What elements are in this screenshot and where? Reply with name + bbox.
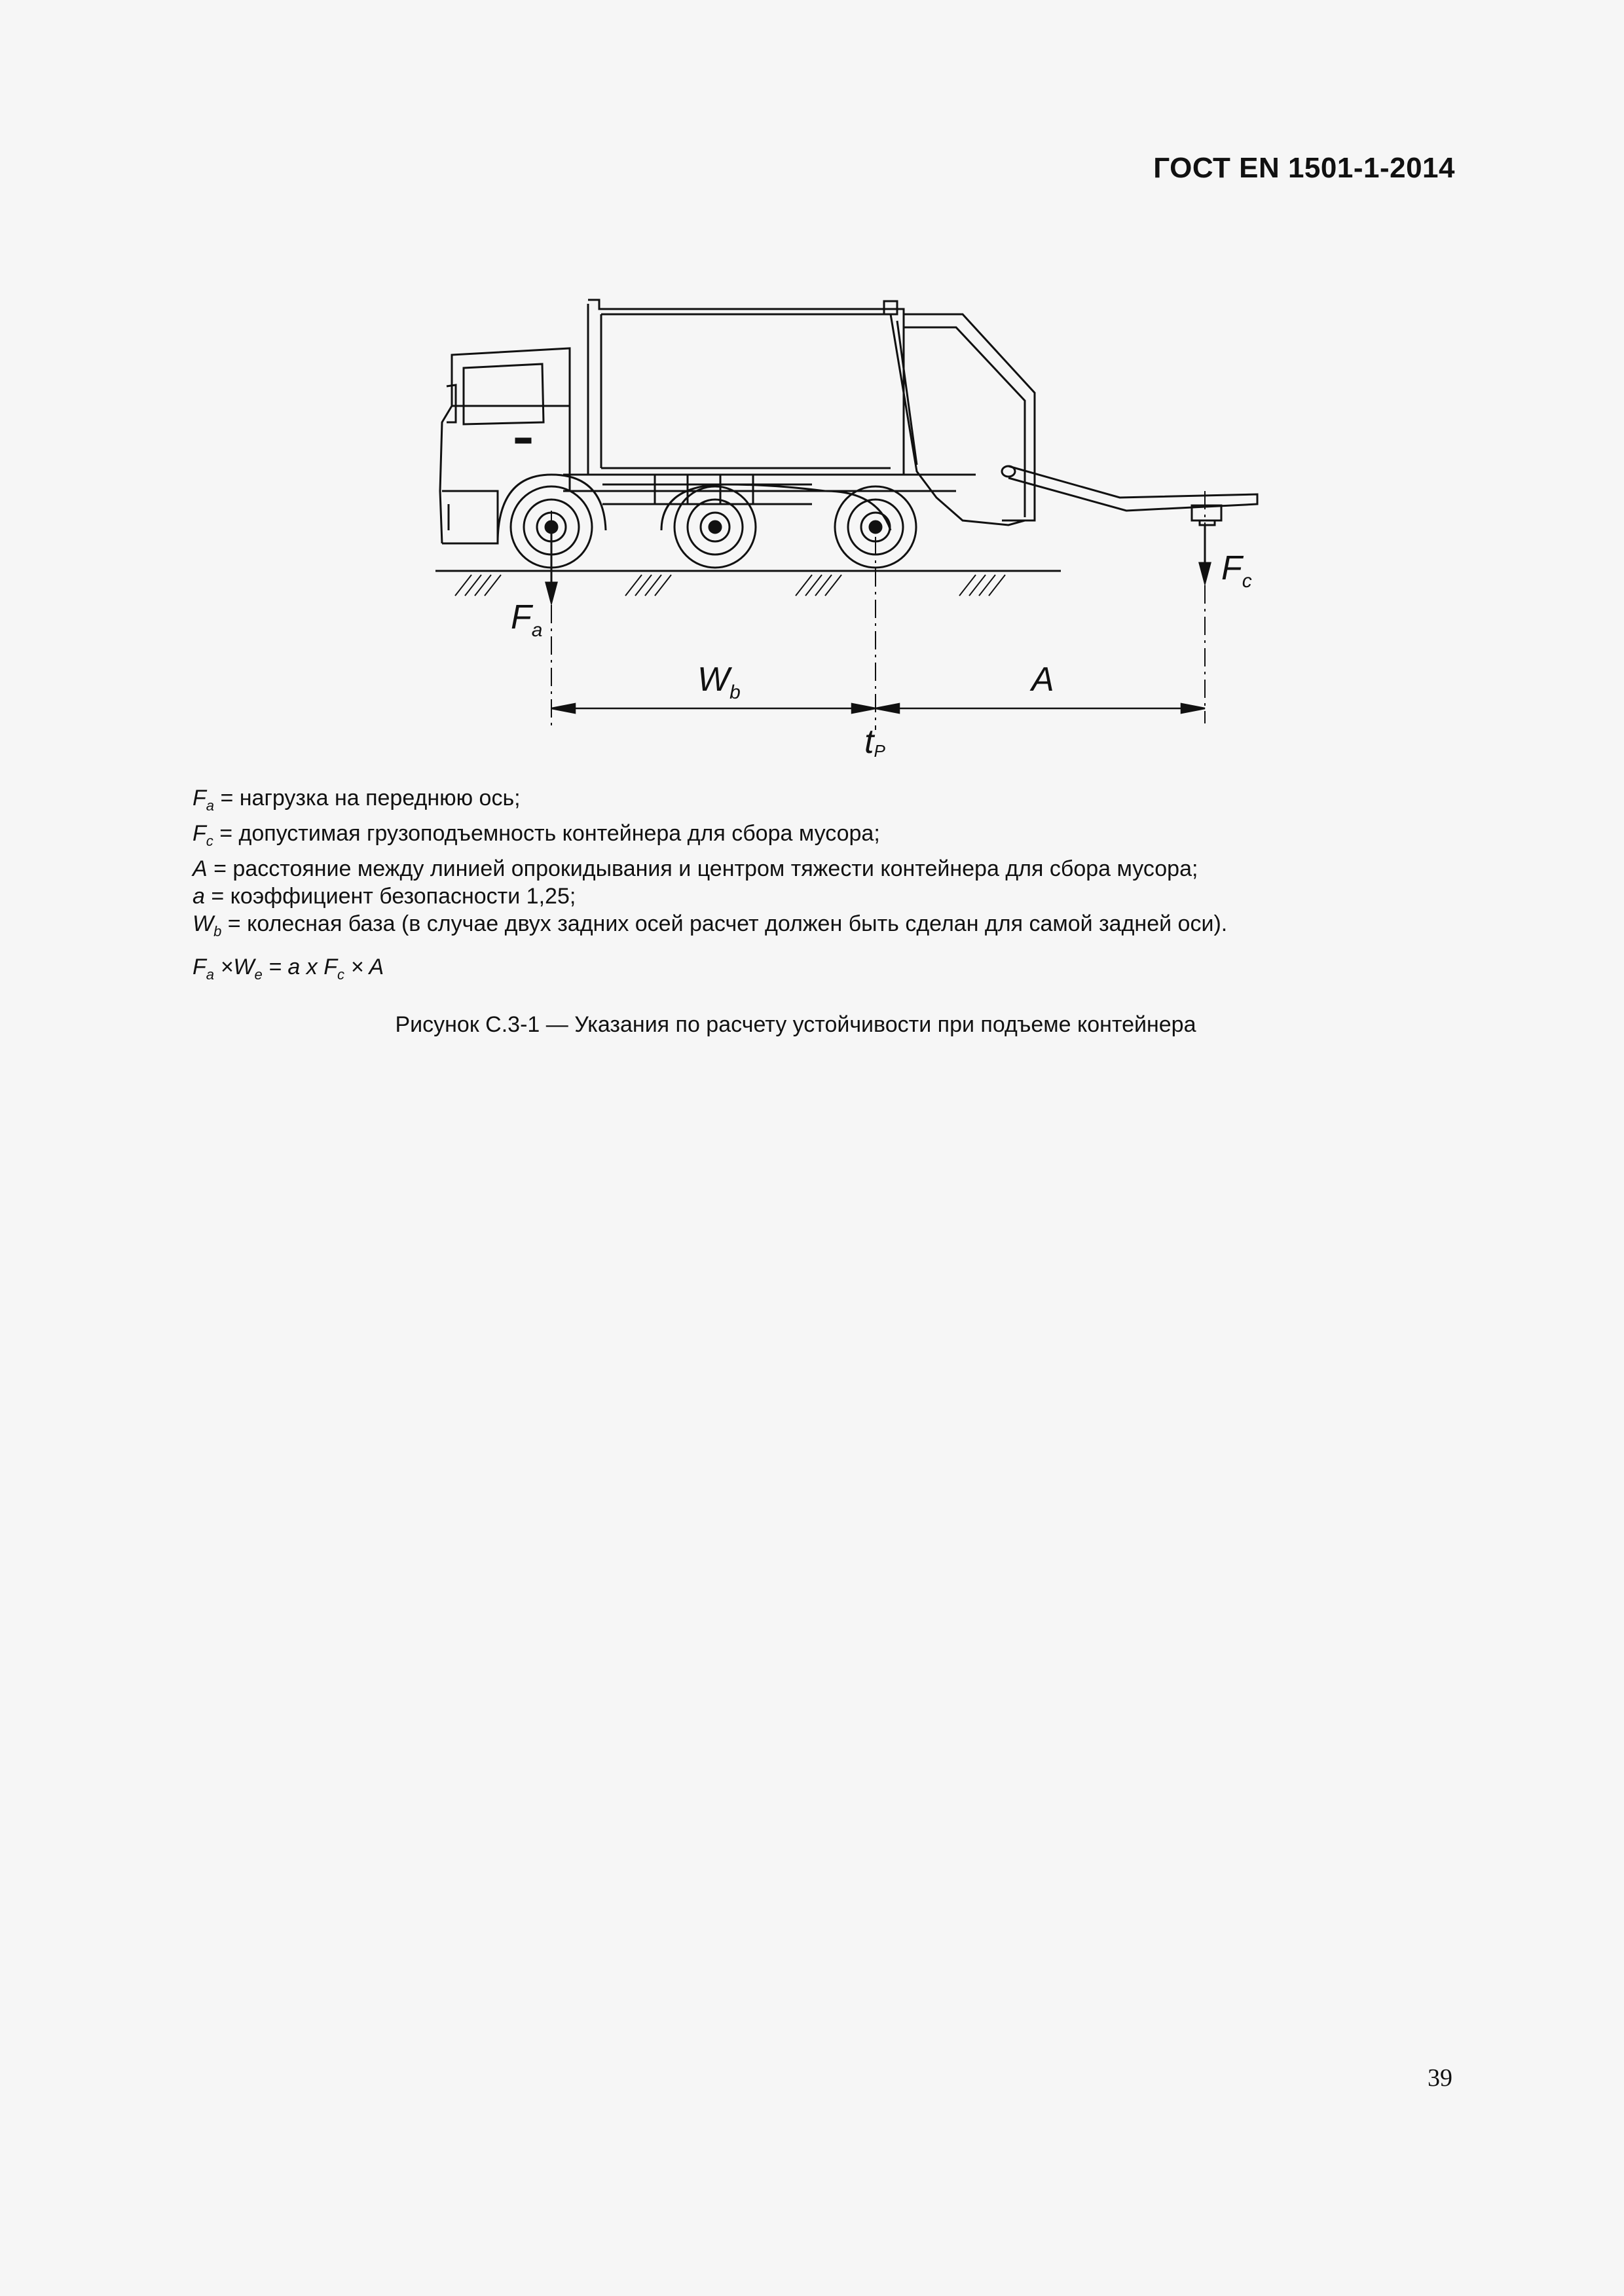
truck-cab — [440, 348, 570, 543]
legend-row: $F_c$ = допустимая грузоподъемность контейнера для сбора мусора; — [193, 820, 880, 849]
rear-wheel — [835, 486, 916, 568]
middle-wheel — [674, 486, 756, 568]
compactor-body — [563, 300, 1035, 525]
label-tp: tP — [864, 723, 885, 761]
legend-row: A = расстояние между линией опрокидывания и центром тяжести контейнера для сбора мусора; — [193, 856, 1198, 881]
page-number: 39 — [1428, 2064, 1452, 2092]
legend-row: $F_a$ = нагрузка на переднюю ось; — [193, 786, 521, 814]
legend-row: a = коэффициент безопасности 1,25; — [193, 883, 576, 909]
ground-hatch — [455, 575, 1005, 596]
legend-row: $W_b$ = колесная база (в случае двух задних осей расчет должен быть сделан для самой задней оси). — [193, 911, 1228, 939]
label-a: A — [1031, 661, 1054, 699]
standard-code-header: ГОСТ EN 1501-1-2014 — [1153, 152, 1455, 184]
figure-caption: Рисунок С.3-1 — Указания по расчету устойчивости при подъеме контейнера — [395, 1012, 1196, 1037]
symbol-legend — [193, 784, 1227, 945]
label-wb: $W_b$ — [697, 661, 741, 703]
dimension-line — [551, 704, 1205, 713]
truck-drawing — [432, 295, 1277, 766]
label-fc: $F_c$ — [1221, 549, 1252, 592]
truck-stability-figure — [432, 295, 1277, 766]
force-arrow-fc — [1200, 525, 1210, 583]
lifting-arm — [1002, 466, 1257, 525]
label-fa: $F_a$ — [511, 598, 543, 641]
stability-formula: $F_a \times W_e = a$ x $F_c \times A$ — [193, 955, 384, 983]
